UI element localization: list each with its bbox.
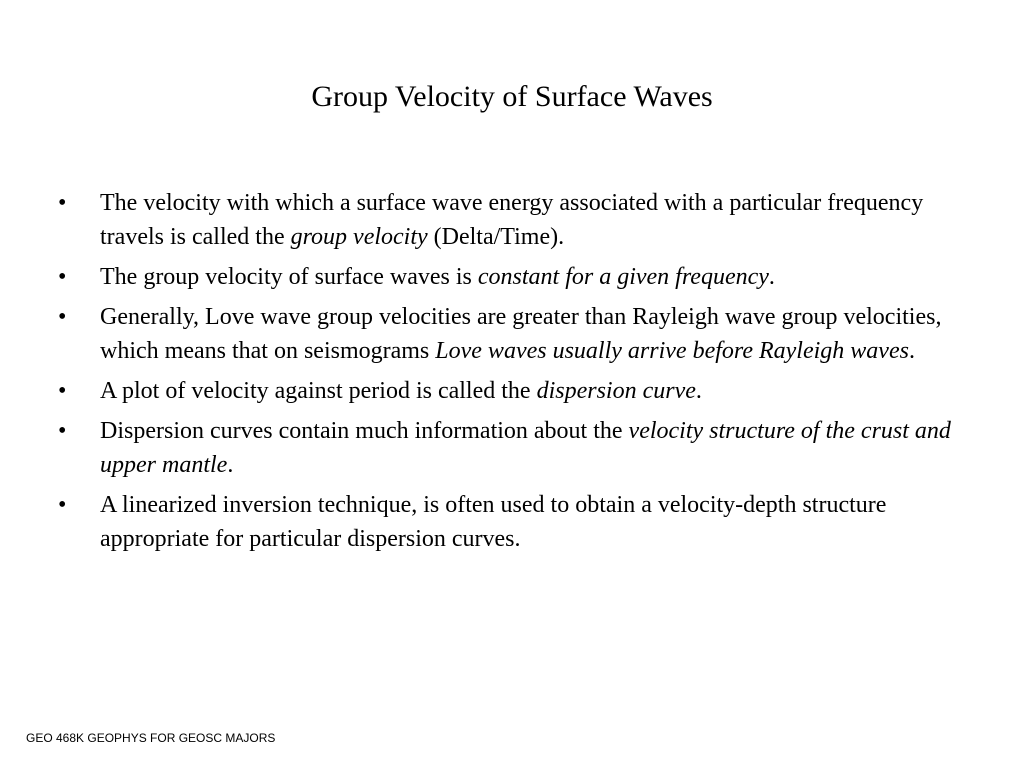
bullet-text-segment: (Delta/Time). (427, 224, 565, 250)
bullet-text-segment: . (227, 452, 234, 478)
bullet-item (58, 186, 973, 254)
bullet-text-segment: Dispersion curves contain much information about the (100, 418, 629, 444)
bullet-marker: • (58, 304, 67, 330)
bullet-text-segment: The group velocity of surface waves is (100, 264, 478, 290)
bullet-emphasis-segment: constant for a given frequency (477, 264, 769, 290)
bullet-emphasis-segment: dispersion curve (536, 378, 696, 404)
bullet-item (58, 414, 973, 482)
bullet-text-segment: A plot of velocity against period is called the (100, 378, 537, 404)
bullet-item (58, 488, 973, 556)
bullet-marker: • (58, 492, 67, 518)
bullet-marker: • (58, 190, 67, 216)
bullet-text-segment: . (908, 338, 915, 364)
bullet-text-segment: Generally, Love wave group velocities are greater than Rayleigh wave group velocities, which means that on seismograms (100, 304, 942, 364)
bullet-marker: • (58, 418, 67, 444)
bullet-marker: • (58, 264, 67, 290)
bullet-text-segment: The velocity with which a surface wave energy associated with a particular frequency travels is called the (100, 190, 924, 250)
bullet-text-segment: . (695, 378, 702, 404)
bullet-text-segment: . (768, 264, 775, 290)
bullet-item (58, 260, 973, 294)
bullet-list (58, 186, 973, 562)
slide-title: Group Velocity of Surface Waves (311, 80, 713, 113)
bullet-marker: • (58, 378, 67, 404)
bullet-item (58, 374, 973, 408)
bullet-emphasis-segment: velocity structure of the crust and upper mantle (100, 418, 951, 478)
bullet-emphasis-segment: group velocity (290, 224, 428, 250)
bullet-text-segment: A linearized inversion technique, is often used to obtain a velocity-depth structure appropriate for particular dispersion curves. (100, 492, 887, 552)
bullet-emphasis-segment: Love waves usually arrive before Rayleigh waves (435, 338, 909, 364)
footer-course-label: GEO 468K GEOPHYS FOR GEOSC MAJORS (26, 731, 276, 745)
bullet-item (58, 300, 973, 368)
